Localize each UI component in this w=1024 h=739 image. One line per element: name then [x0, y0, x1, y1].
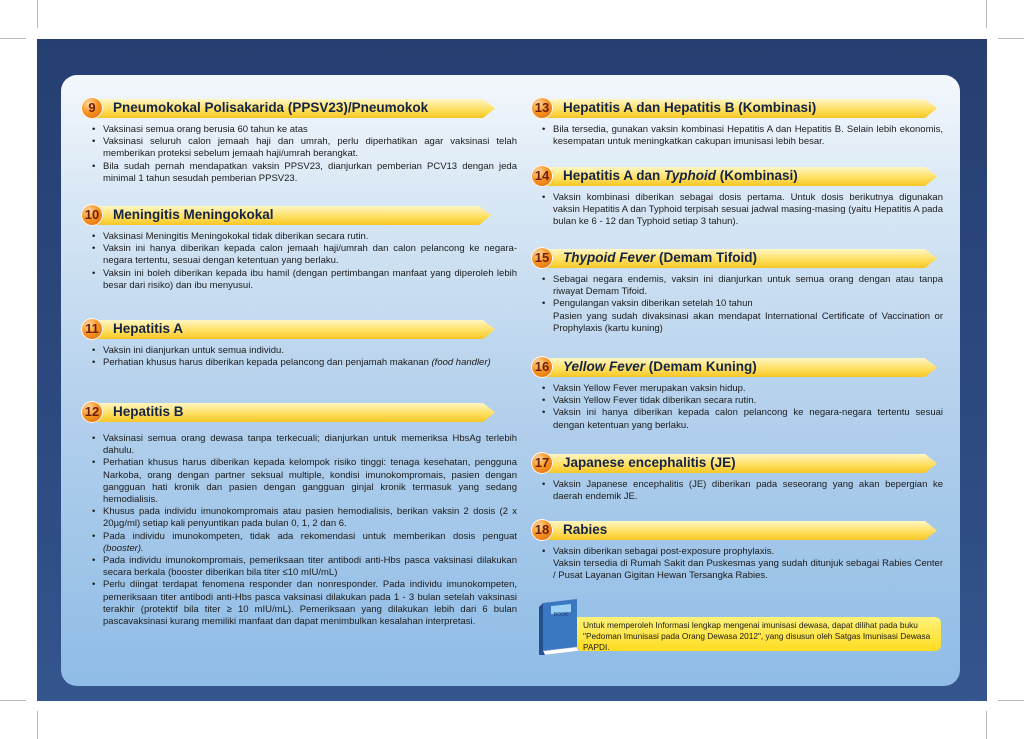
crop-mark — [37, 711, 38, 739]
section-title — [563, 168, 798, 183]
crop-mark — [0, 700, 26, 701]
section-title: Meningitis Meningokokal — [113, 207, 274, 222]
list-item: • Vaksin ini hanya diberikan kepada calon jemaah haji/umrah dan calon pelancong ke negara-negara tertentu, sesuai dengan ketentuan yang berlaku. — [103, 243, 517, 267]
section-header — [531, 97, 943, 119]
bullet-list — [81, 231, 517, 292]
section-header — [531, 452, 943, 474]
bullet-list — [531, 546, 943, 583]
bullet-list — [531, 124, 943, 148]
title-italic-part: Yellow Fever — [563, 359, 646, 374]
section-15 — [531, 247, 943, 335]
list-item-text: Pada individu imunokompeten, tidak ada rekomendasi untuk memberikan dosis penguat — [103, 530, 517, 542]
section-12 — [81, 401, 517, 628]
section-number-badge: 10 — [81, 204, 103, 226]
crop-mark — [998, 38, 1024, 39]
title-part: (Demam Tifoid) — [655, 250, 758, 265]
bullet-list — [81, 433, 517, 628]
list-item — [103, 357, 517, 369]
list-item: Vaksin tersedia di Rumah Sakit dan Puskesmas yang sudah ditunjuk sebagai Rabies Center / Pusat Layanan Gigitan Hewan Tersangka Rabies. — [553, 558, 943, 582]
list-item: • Vaksin diberikan sebagai post-exposure prophylaxis. — [553, 546, 943, 558]
section-16 — [531, 356, 943, 432]
list-item: • Vaksin ini boleh diberikan kepada ibu hamil (dengan pertimbangan manfaat yang diperoleh lebih besar dari risiko) dan ibu menyusui. — [103, 268, 517, 292]
section-header — [81, 318, 517, 340]
list-item: • Bila sudah pernah mendapatkan vaksin PPSV23, dianjurkan pemberian PCV13 dengan jeda minimal 1 tahun sesudah pemberian PPSV23. — [103, 161, 517, 185]
list-item: • Vaksin Yellow Fever merupakan vaksin hidup. — [553, 383, 943, 395]
section-header — [81, 97, 517, 119]
section-13 — [531, 97, 943, 148]
list-item-text: Perhatian khusus harus diberikan kepada pelancong dan penjamah makanan — [103, 357, 429, 369]
section-header — [81, 204, 517, 226]
title-part: Hepatitis A dan — [563, 168, 665, 183]
title-italic-part: Thypoid Fever — [563, 250, 656, 265]
bullet-list — [531, 274, 943, 335]
list-item: • Pada individu imunokompromais, pemeriksaan titer antibodi anti-Hbs pasca vaksinasi dilakukan secara berkala (booster diberikan bila titer ≤10 mIU/mL) — [103, 555, 517, 579]
section-number-badge: 11 — [81, 318, 103, 340]
section-number-badge: 18 — [531, 519, 553, 541]
section-17 — [531, 452, 943, 503]
section-title: Japanese encephalitis (JE) — [563, 455, 736, 470]
reference-note — [521, 593, 941, 663]
section-number-badge: 12 — [81, 401, 103, 423]
section-title: Hepatitis A — [113, 321, 184, 336]
list-item: Pasien yang sudah divaksinasi akan mendapat International Certificate of Vaccination or Prophylaxis (kartu kuning) — [553, 310, 943, 334]
section-number-badge: 14 — [531, 165, 553, 187]
crop-mark — [0, 38, 26, 39]
italic-term: (booster). — [103, 542, 144, 554]
list-item: • Vaksinasi semua orang dewasa tanpa terkecuali; dianjurkan untuk memeriksa HbsAg terlebih dahulu. — [103, 433, 517, 457]
bullet-list — [531, 192, 943, 229]
list-item — [103, 531, 517, 555]
list-item: • Vaksin Yellow Fever tidak diberikan secara rutin. — [553, 395, 943, 407]
list-item: • Sebagai negara endemis, vaksin ini dianjurkan untuk semua orang dengan atau tanpa riwayat Demam Tifoid. — [553, 274, 943, 298]
book-icon — [533, 597, 585, 657]
crop-mark — [986, 711, 987, 739]
note-line: Untuk memperoleh Informasi lengkap mengenai imunisasi dewasa, dapat dilihat pada buku — [583, 620, 918, 630]
list-item: • Perlu diingat terdapat fenomena responder dan nonresponder. Pada individu imunokompeten, pemeriksaan titer antibodi anti-Hbs pasca vaksinasi dilakukan pada 1 - 3 bulan setelah vaksinasi terakhir (protektif bila titer ≥ 10 mIU/mL). Pemeriksaan yang dilakukan lebih dari 6 bulan pascavaksinasi kurang memiliki manfaat dan dapat menimbulkan kesalahan interpretasi. — [103, 579, 517, 628]
title-part: (Demam Kuning) — [645, 359, 757, 374]
title-italic-part: Typhoid — [664, 168, 717, 183]
bullet-list — [531, 479, 943, 503]
list-item: • Perhatian khusus harus diberikan kepada kelompok risiko tinggi: tenaga kesehatan, pengguna Narkoba, orang dengan partner seksual multiple, kondisi imunokompromais, pasien dengan gangguan hati kronik dan pasien dengan gangguan ginjal kronik termasuk yang sedang hemodialisis. — [103, 457, 517, 506]
note-text — [583, 620, 933, 653]
section-number-badge: 9 — [81, 97, 103, 119]
book-label: BOOK — [553, 612, 569, 618]
section-title: Pneumokokal Polisakarida (PPSV23)/Pneumokok — [113, 100, 429, 115]
title-part: (Kombinasi) — [716, 168, 798, 183]
crop-mark — [998, 700, 1024, 701]
section-title — [563, 250, 757, 265]
section-title — [563, 359, 757, 374]
list-item: • Vaksinasi seluruh calon jemaah haji dan umrah, perlu diperhatikan agar vaksinasi telah memberikan proteksi sebelum jemaah haji/umrah berangkat. — [103, 136, 517, 160]
section-18 — [531, 519, 943, 583]
section-14 — [531, 165, 943, 229]
section-header — [531, 165, 943, 187]
section-number-badge: 15 — [531, 247, 553, 269]
section-title: Hepatitis B — [113, 404, 184, 419]
list-item: • Bila tersedia, gunakan vaksin kombinasi Hepatitis A dan Hepatitis B. Selain lebih ekonomis, kesempatan untuk meningkatkan cakupan imunisasi lebih besar. — [553, 124, 943, 148]
list-item: • Khusus pada individu imunokompromais atau pasien hemodialisis, berikan vaksin 2 dosis (2 x 20µg/ml) setiap kali penyuntikan pada bulan 0, 1, 2 dan 6. — [103, 506, 517, 530]
section-title: Rabies — [563, 522, 608, 537]
crop-mark — [986, 0, 987, 28]
section-header — [531, 247, 943, 269]
section-10 — [81, 204, 517, 292]
content-panel — [61, 75, 960, 686]
section-header — [531, 356, 943, 378]
list-item: • Vaksin Japanese encephalitis (JE) diberikan pada seseorang yang akan bepergian ke daerah endemik JE. — [553, 479, 943, 503]
section-9 — [81, 97, 517, 185]
section-title: Hepatitis A dan Hepatitis B (Kombinasi) — [563, 100, 817, 115]
list-item: • Vaksin ini dianjurkan untuk semua individu. — [103, 345, 517, 357]
section-number-badge: 13 — [531, 97, 553, 119]
bullet-list — [81, 124, 517, 185]
list-item: • Vaksinasi Meningitis Meningokokal tidak diberikan secara rutin. — [103, 231, 517, 243]
list-item: • Vaksin kombinasi diberikan sebagai dosis pertama. Untuk dosis berikutnya digunakan vaksin Hepatitis A dan Typhoid terpisah sesuai jadwal masing-masing (yaitu Hepatitis A pada bulan ke 6 - 12 dan Typhoid setiap 3 tahun). — [553, 192, 943, 229]
italic-term: (food handler) — [431, 357, 491, 369]
list-item: • Vaksinasi semua orang berusia 60 tahun ke atas — [103, 124, 517, 136]
bullet-list — [531, 383, 943, 432]
list-item: • Pengulangan vaksin diberikan setelah 10 tahun — [553, 298, 943, 310]
section-11 — [81, 318, 517, 369]
section-header — [81, 401, 517, 423]
crop-mark — [37, 0, 38, 28]
section-number-badge: 16 — [531, 356, 553, 378]
note-line: "Pedoman Imunisasi pada Orang Dewasa 2012", yang disusun oleh Satgas Imunisasi Dewasa PAPDI. — [583, 631, 931, 652]
section-number-badge: 17 — [531, 452, 553, 474]
section-header — [531, 519, 943, 541]
bullet-list — [81, 345, 517, 369]
list-item: • Vaksin ini hanya diberikan kepada calon pelancong ke negara-negara tertentu sesuai dengan ketentuan yang berlaku. — [553, 407, 943, 431]
